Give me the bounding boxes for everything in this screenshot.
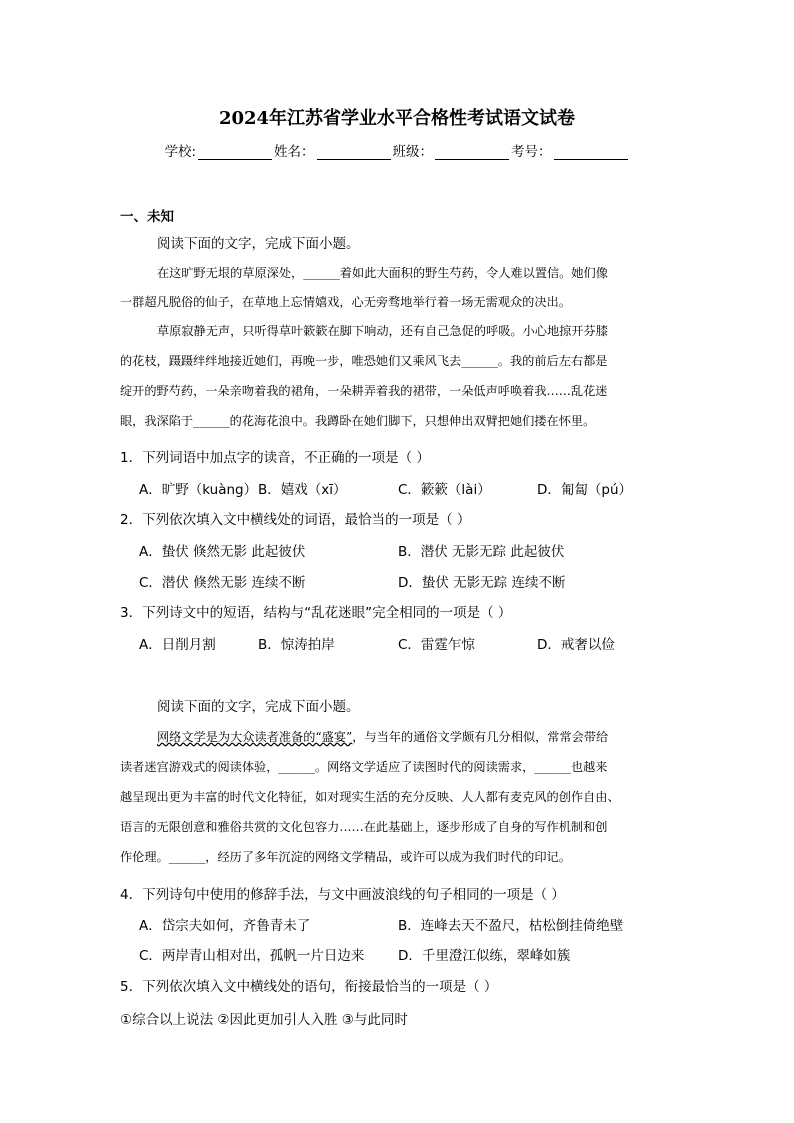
q2-option-d[interactable]: D．蛰伏 无影无踪 连续不断 bbox=[398, 575, 566, 591]
reading1-line-6: 眼，我深陷于______的花海花浪中。我蹲卧在她们脚下，只想伸出双臂把她们搂在怀里。 bbox=[120, 414, 596, 428]
q2-option-c[interactable]: C．潜伏 倏然无影 连续不断 bbox=[139, 575, 306, 591]
school-label: 学校: bbox=[164, 144, 197, 160]
q2-stem: 2．下列依次填入文中横线处的词语，最恰当的一项是（ ） bbox=[120, 512, 471, 528]
q3-option-a[interactable]: A．日削月割 bbox=[139, 637, 216, 653]
q3-option-c[interactable]: C．雷霆乍惊 bbox=[398, 637, 475, 653]
reading1-line-4: 的花枝，蹑蹑绊绊地接近她们，再晚一步，唯恐她们又乘风飞去______。我的前后左右都是 bbox=[120, 354, 608, 368]
class-blank[interactable] bbox=[435, 145, 509, 160]
q1-option-c[interactable]: C．簌簌（lài） bbox=[398, 482, 491, 498]
q2-option-b[interactable]: B．潜伏 无影无踪 此起彼伏 bbox=[398, 544, 565, 560]
q4-option-b[interactable]: B．连峰去天不盈尺，枯松倒挂倚绝壁 bbox=[398, 918, 624, 934]
q1-stem: 1．下列词语中加点字的读音，不正确的一项是（ ） bbox=[120, 450, 430, 466]
reading2-line-3: 越呈现出更为丰富的时代文化特征，如对现实生活的充分反映、人人都有麦克风的创作自由、 bbox=[120, 790, 620, 804]
student-info-line bbox=[0, 140, 794, 160]
q4-stem: 4．下列诗句中使用的修辞手法，与文中画波浪线的句子相同的一项是（ ） bbox=[120, 887, 565, 903]
q4-option-a[interactable]: A．岱宗夫如何，齐鲁青未了 bbox=[139, 918, 311, 934]
q1-option-d[interactable]: D．匍匐（pú） bbox=[537, 482, 633, 498]
section-heading: 一、未知 bbox=[120, 209, 174, 225]
q5-stem: 5．下列依次填入文中横线处的语句，衔接最恰当的一项是（ ） bbox=[120, 979, 498, 995]
q3-option-b[interactable]: B．惊涛拍岸 bbox=[258, 637, 335, 653]
q5-sentence-items: ①综合以上说法 ②因此更加引人入胜 ③与此同时 bbox=[120, 1012, 408, 1028]
class-label: 班级： bbox=[392, 144, 434, 160]
name-label: 姓名： bbox=[274, 144, 315, 160]
reading2-line-5: 作伦理。______，经历了多年沉淀的网络文学精品，或许可以成为我们时代的印记。 bbox=[120, 850, 571, 864]
reading2-line-2: 读者迷宫游戏式的阅读体验，______。网络文学适应了读图时代的阅读需求，______也越来 bbox=[120, 760, 608, 774]
q4-option-d[interactable]: D．千里澄江似练，翠峰如簇 bbox=[398, 948, 571, 964]
q1-option-a[interactable]: A．旷野（kuàng） bbox=[139, 482, 258, 498]
reading1-line-3: 草原寂静无声，只听得草叶簌簌在脚下响动，还有自己急促的呼吸。小心地掠开芬膝 bbox=[157, 324, 608, 338]
school-blank[interactable] bbox=[198, 145, 272, 160]
q4-option-c[interactable]: C．两岸青山相对出，孤帆一片日边来 bbox=[139, 948, 365, 964]
q2-option-a[interactable]: A．蛰伏 倏然无影 此起彼伏 bbox=[139, 544, 306, 560]
q1-option-b[interactable]: B．嬉戏（xī） bbox=[258, 482, 347, 498]
reading2-line-1-rest: ，与当年的通俗文学颇有几分相似，常常会带给 bbox=[352, 730, 609, 744]
q3-option-d[interactable]: D．戒奢以俭 bbox=[537, 637, 615, 653]
reading2-line-4: 语言的无限创意和雅俗共赏的文化包容力……在此基础上，逐步形成了自身的写作机制和创 bbox=[120, 820, 608, 834]
reading1-line-5: 绽开的野芍药，一朵亲吻着我的裙角，一朵耕弄着我的裙带，一朵低声呼唤着我……乱花迷 bbox=[120, 384, 608, 398]
reading2-instruction: 阅读下面的文字，完成下面小题。 bbox=[157, 699, 360, 715]
exam-no-blank[interactable] bbox=[554, 145, 628, 160]
reading1-line-1: 在这旷野无垠的草原深处，______着如此大面积的野生芍药，令人难以置信。她们像 bbox=[157, 266, 608, 280]
reading1-instruction: 阅读下面的文字，完成下面小题。 bbox=[157, 236, 360, 252]
wavy-underlined-sentence: 网络文学是为大众读者准备的“盛宴” bbox=[157, 730, 353, 744]
name-blank[interactable] bbox=[317, 145, 391, 160]
exam-title: 2024年江苏省学业水平合格性考试语文试卷 bbox=[218, 108, 576, 129]
reading2-line-1 bbox=[157, 728, 608, 745]
reading1-line-2: 一群超凡脱俗的仙子，在草地上忘情嬉戏，心无旁骛地举行着一场无需观众的决出。 bbox=[120, 295, 571, 309]
exam-no-label: 考号： bbox=[511, 144, 552, 160]
q3-stem: 3．下列诗文中的短语，结构与“乱花迷眼”完全相同的一项是（ ） bbox=[120, 605, 512, 621]
